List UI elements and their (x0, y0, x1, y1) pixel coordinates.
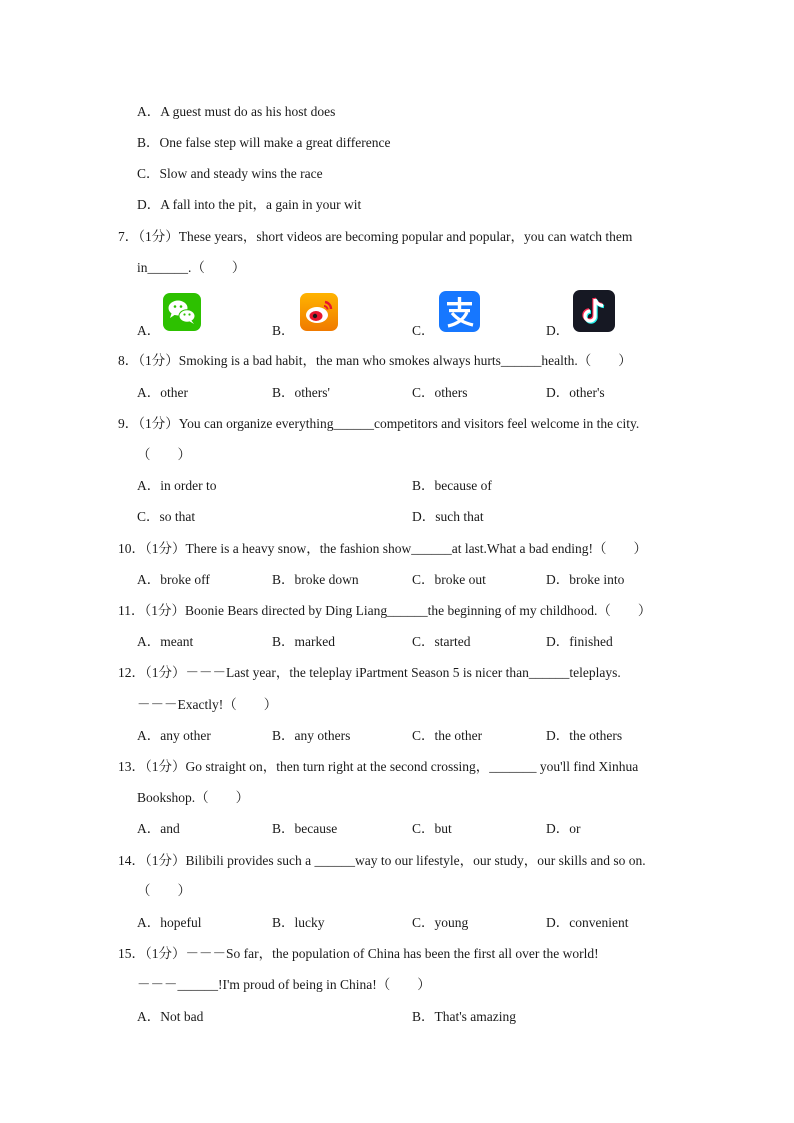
q11-stem: 11．（1分）Boonie Bears directed by Ding Liang______the beginning of my childhood.（ ） (118, 603, 652, 618)
q14-stem-line2: （ ） (137, 883, 191, 898)
q15-stem-line2: －－－______!I'm proud of being in China!（ ） (137, 977, 431, 992)
alipay-icon (439, 291, 480, 332)
q13-option-d: D．or (546, 821, 581, 836)
q6-option-a: A．A guest must do as his host does (137, 104, 336, 119)
q11-option-a: A．meant (137, 634, 194, 649)
q8-option-c: C．others (412, 385, 468, 400)
q9-option-d: D．such that (412, 509, 484, 524)
q7-stem-line2: in______.（ ） (137, 260, 246, 275)
q15-option-b: B．That's amazing (412, 1009, 517, 1024)
q9-stem-line2: （ ） (137, 447, 191, 462)
q14-option-b: B．lucky (272, 915, 325, 930)
q10-option-b: B．broke down (272, 572, 359, 587)
q12-stem-line1: 12．（1分）－－－Last year，the teleplay iPartment Season 5 is nicer than______teleplays. (118, 665, 621, 680)
q6-option-d: D．A fall into the pit，a gain in your wit (137, 197, 362, 212)
q12-option-a: A．any other (137, 728, 211, 743)
q10-stem: 10．（1分）There is a heavy snow，the fashion show______at last.What a bad ending!（ ） (118, 541, 648, 556)
q6-option-b: B．One false step will make a great difference (137, 135, 391, 150)
q10-option-a: A．broke off (137, 572, 210, 587)
q9-stem-line1: 9．（1分）You can organize everything______competitors and visitors feel welcome in the city. (118, 416, 640, 431)
q10-option-c: C．broke out (412, 572, 486, 587)
q7-option-a-label: A． (137, 323, 161, 338)
q7-option-d-label: D． (546, 323, 570, 338)
q14-option-a: A．hopeful (137, 915, 202, 930)
q13-stem-line1: 13．（1分）Go straight on，then turn right at the second crossing，_______ you'll find Xinhua (118, 759, 639, 774)
q11-option-d: D．finished (546, 634, 613, 649)
q12-stem-line2: －－－Exactly!（ ） (137, 697, 278, 712)
q11-option-b: B．marked (272, 634, 335, 649)
weibo-icon (300, 293, 338, 331)
q14-option-c: C．young (412, 915, 469, 930)
q8-option-b: B．others' (272, 385, 330, 400)
q9-option-b: B．because of (412, 478, 492, 493)
q9-option-c: C．so that (137, 509, 196, 524)
q12-option-b: B．any others (272, 728, 351, 743)
q12-option-d: D．the others (546, 728, 623, 743)
q13-option-b: B．because (272, 821, 338, 836)
q12-option-c: C．the other (412, 728, 483, 743)
q15-stem-line1: 15．（1分）－－－So far，the population of China has been the first all over the world! (118, 946, 599, 961)
q13-stem-line2: Bookshop.（ ） (137, 790, 250, 805)
q7-stem-line1: 7．（1分）These years，short videos are becoming popular and popular，you can watch them (118, 229, 633, 244)
q7-option-c-label: C． (412, 323, 435, 338)
q14-option-d: D．convenient (546, 915, 629, 930)
q11-option-c: C．started (412, 634, 471, 649)
q9-option-a: A．in order to (137, 478, 217, 493)
q8-option-a: A．other (137, 385, 188, 400)
q15-option-a: A．Not bad (137, 1009, 204, 1024)
q6-option-c: C．Slow and steady wins the race (137, 166, 323, 181)
q8-stem: 8．（1分）Smoking is a bad habit，the man who smokes always hurts______health.（ ） (118, 353, 632, 368)
q7-option-b-label: B． (272, 323, 295, 338)
q13-option-c: C．but (412, 821, 452, 836)
wechat-icon (163, 293, 201, 331)
q10-option-d: D．broke into (546, 572, 625, 587)
q13-option-a: A．and (137, 821, 180, 836)
q8-option-d: D．other's (546, 385, 605, 400)
q14-stem-line1: 14．（1分）Bilibili provides such a ______way to our lifestyle，our study，our skills and so on. (118, 853, 646, 868)
tiktok-icon (573, 290, 615, 332)
